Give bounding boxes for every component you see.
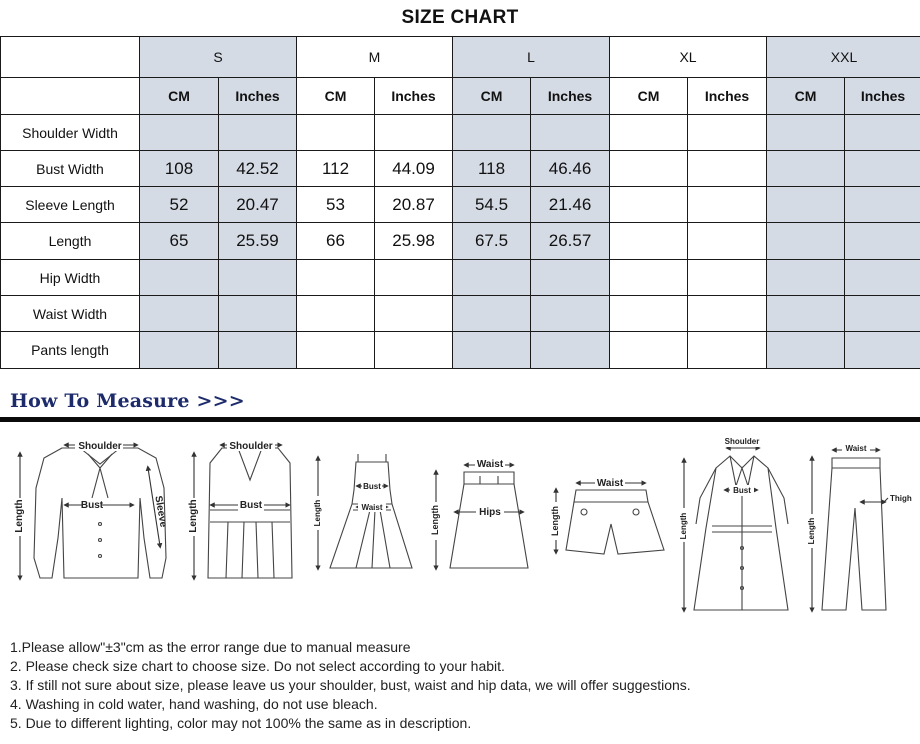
table-cell (767, 296, 845, 332)
table-cell (845, 260, 920, 296)
table-cell (219, 332, 297, 369)
note-line: 3. If still not sure about size, please leave us your shoulder, bust, waist and hip data, we will offer suggestions. (10, 677, 691, 693)
table-cell (531, 296, 610, 332)
table-cell (845, 296, 920, 332)
table-cell (297, 115, 375, 151)
table-cell (767, 223, 845, 260)
label-waist: Waist (361, 503, 383, 512)
label-length: Length (313, 499, 322, 527)
label-waist: Waist (596, 478, 624, 489)
label-waist: Waist (476, 459, 504, 470)
blouse-figure-icon (20, 445, 169, 578)
tank-top-figure-icon (194, 445, 292, 578)
label-length: Length (14, 499, 25, 533)
size-header-xxl: XXL (767, 37, 920, 78)
label-sleeve: Sleeve (152, 495, 169, 529)
unit-cm: CM (767, 78, 845, 115)
table-cell (531, 260, 610, 296)
table-cell: 65 (140, 223, 219, 260)
table-cell: 20.87 (375, 187, 453, 223)
table-cell (767, 151, 845, 187)
table-cell (140, 332, 219, 369)
label-thigh: Thigh (890, 494, 912, 503)
table-cell: 66 (297, 223, 375, 260)
unit-inches: Inches (375, 78, 453, 115)
row-label: Hip Width (1, 260, 140, 296)
table-cell (767, 332, 845, 369)
table-cell (375, 260, 453, 296)
table-cell: 44.09 (375, 151, 453, 187)
unit-inches: Inches (531, 78, 610, 115)
table-cell: 108 (140, 151, 219, 187)
table-cell: 112 (297, 151, 375, 187)
table-cell (297, 296, 375, 332)
table-cell (531, 115, 610, 151)
label-bust: Bust (733, 486, 751, 495)
table-cell: 118 (453, 151, 531, 187)
table-cell: 53 (297, 187, 375, 223)
label-shoulder: Shoulder (78, 441, 122, 452)
table-cell (767, 187, 845, 223)
table-cell: 25.98 (375, 223, 453, 260)
note-line: 4. Washing in cold water, hand washing, do not use bleach. (10, 696, 378, 712)
table-cell (767, 260, 845, 296)
table-cell (688, 296, 767, 332)
label-length: Length (679, 512, 688, 540)
table-cell: 20.47 (219, 187, 297, 223)
table-cell: 26.57 (531, 223, 610, 260)
table-cell (375, 332, 453, 369)
table-row (1, 296, 920, 332)
size-header-m: M (297, 37, 453, 78)
table-cell (297, 260, 375, 296)
table-cell (453, 332, 531, 369)
table-cell (688, 115, 767, 151)
note-line: 2. Please check size chart to choose size. Do not select according to your habit. (10, 658, 505, 674)
unit-inches: Inches (688, 78, 767, 115)
table-row (1, 115, 920, 151)
table-cell (140, 115, 219, 151)
table-row (1, 187, 920, 223)
table-cell (453, 115, 531, 151)
care-notes (10, 638, 691, 733)
note-line: 5. Due to different lighting, color may not 100% the same as in description. (10, 715, 472, 731)
table-cell: 52 (140, 187, 219, 223)
size-header-l: L (453, 37, 610, 78)
label-bust: Bust (239, 500, 263, 511)
table-cell (610, 115, 688, 151)
label-bust: Bust (363, 482, 381, 491)
unit-inches: Inches (845, 78, 920, 115)
pants-figure-icon (812, 450, 888, 610)
label-length: Length (807, 517, 816, 545)
table-cell (375, 296, 453, 332)
table-cell (140, 296, 219, 332)
corner-cell (1, 37, 140, 78)
unit-header-row (1, 78, 920, 115)
section-divider (0, 417, 920, 422)
table-cell (845, 223, 920, 260)
table-cell (688, 260, 767, 296)
table-cell: 54.5 (453, 187, 531, 223)
table-cell (140, 260, 219, 296)
table-cell (453, 260, 531, 296)
unit-cm: CM (610, 78, 688, 115)
measurement-illustrations (0, 428, 920, 628)
row-label: Pants length (1, 332, 140, 369)
size-header-s: S (140, 37, 297, 78)
table-cell (219, 115, 297, 151)
table-cell: 67.5 (453, 223, 531, 260)
table-cell (688, 332, 767, 369)
unit-corner-cell (1, 78, 140, 115)
table-cell (531, 332, 610, 369)
size-header-row (1, 37, 920, 78)
table-cell (610, 187, 688, 223)
unit-inches: Inches (219, 78, 297, 115)
table-cell (688, 223, 767, 260)
table-row (1, 332, 920, 369)
row-label: Bust Width (1, 151, 140, 187)
unit-cm: CM (140, 78, 219, 115)
table-cell (219, 260, 297, 296)
label-waist: Waist (845, 444, 867, 453)
table-row (1, 260, 920, 296)
table-cell: 21.46 (531, 187, 610, 223)
table-cell (845, 115, 920, 151)
table-cell (219, 296, 297, 332)
table-cell: 46.46 (531, 151, 610, 187)
table-cell (375, 115, 453, 151)
table-cell (845, 187, 920, 223)
table-cell (845, 151, 920, 187)
shorts-figure-icon (556, 483, 664, 554)
table-cell (688, 151, 767, 187)
table-cell: 25.59 (219, 223, 297, 260)
label-bust: Bust (80, 500, 104, 511)
coat-figure-icon (684, 448, 788, 610)
how-to-measure-title: How To Measure >>> (10, 390, 245, 412)
label-shoulder: Shoulder (724, 437, 760, 446)
table-cell (610, 296, 688, 332)
size-chart-title: SIZE CHART (401, 7, 519, 28)
size-chart-table (0, 36, 920, 369)
table-row (1, 151, 920, 187)
row-label: Shoulder Width (1, 115, 140, 151)
unit-cm: CM (453, 78, 531, 115)
table-cell (767, 115, 845, 151)
label-length: Length (188, 499, 199, 533)
table-cell: 42.52 (219, 151, 297, 187)
table-cell (688, 187, 767, 223)
table-cell (610, 223, 688, 260)
label-length: Length (430, 505, 440, 535)
table-cell (610, 332, 688, 369)
note-line: 1.Please allow"±3"cm as the error range due to manual measure (10, 639, 411, 655)
size-header-xl: XL (610, 37, 767, 78)
table-cell (610, 260, 688, 296)
label-length: Length (550, 506, 560, 536)
row-label: Sleeve Length (1, 187, 140, 223)
row-label: Waist Width (1, 296, 140, 332)
table-cell (845, 332, 920, 369)
row-label: Length (1, 223, 140, 260)
table-row (1, 223, 920, 260)
unit-cm: CM (297, 78, 375, 115)
label-shoulder: Shoulder (229, 441, 273, 452)
table-cell (610, 151, 688, 187)
table-cell (297, 332, 375, 369)
label-hips: Hips (479, 507, 501, 518)
table-cell (453, 296, 531, 332)
